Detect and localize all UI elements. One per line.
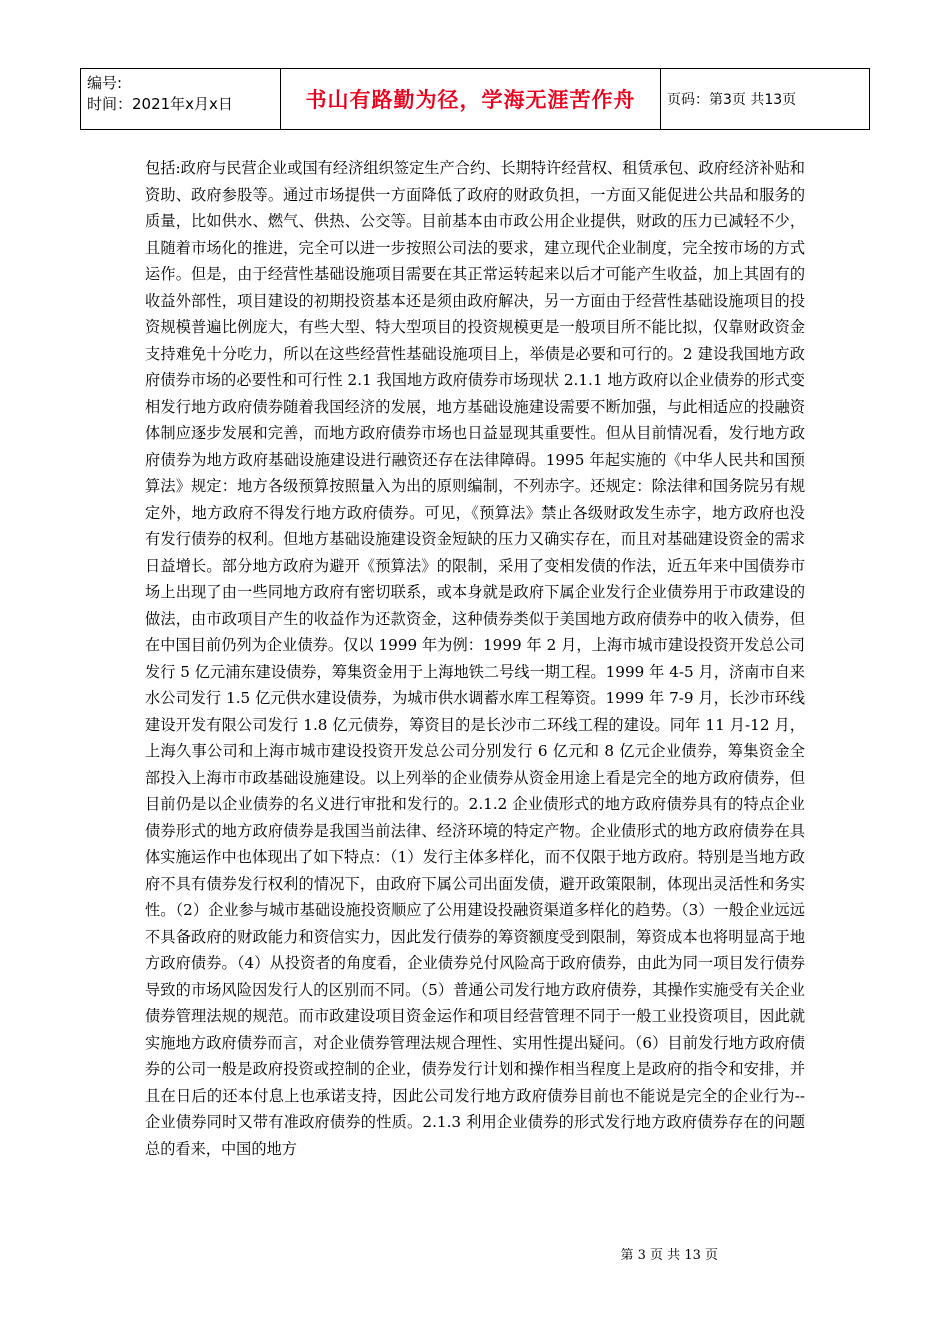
serial-number-label: 编号: xyxy=(87,74,123,92)
date-label: 时间：2021年x月x日 xyxy=(87,95,233,113)
body-paragraph: 包括:政府与民营企业或国有经济组织签定生产合约、长期特许经营权、租赁承包、政府经济补贴和资助、政府参股等。通过市场提供一方面降低了政府的财政负担，一方面又能促进公共品和服务的质量，比如供水、燃气、供热、公交等。目前基本由市政公用企业提供，财政的压力已减轻不少，且随着市场化的推进，完全可以进一步按照公司法的要求，建立现代企业制度，完全按市场的方式运作。但是，由于经营性基础设施项目需要在其正常运转起来以后才可能产生收益，加上其固有的收益外部性，项目建设的初期投资基本还是须由政府解决，另一方面由于经营性基础设施项目的投资规模普遍比例庞大，有些大型、特大型项目的投资规模更是一般项目所不能比拟，仅靠财政资金支持难免十分吃力，所以在这些经营性基础设施项目上，举债是必要和可行的。2 建设我国地方政府债券市场的必要性和可行性 2.1 我国地方政府债券市场现状 2.1.1 地方政府以企业债券的形式变相发行地方政府债券随着我国经济的发展，地方基础设施建设需要不断加强，与此相适应的投融资体制应逐步发展和完善，而地方政府债券市场也日益显现其重要性。但从目前情况看，发行地方政府债券为地方政府基础设施建设进行融资还存在法律障碍。1995 年起实施的《中华人民共和国预算法》规定：地方各级预算按照量入为出的原则编制，不列赤字。还规定：除法律和国务院另有规定外，地方政府不得发行地方政府债券。可见，《预算法》禁止各级财政发生赤字，地方政府也没有发行债券的权利。但地方基础设施建设资金短缺的压力又确实存在，而且对基础建设资金的需求日益增长。部分地方政府为避开《预算法》的限制，采用了变相发债的作法，近五年来中国债券市场上出现了由一些同地方政府有密切联系，或本身就是政府下属企业发行企业债券用于市政建设的做法，由市政项目产生的收益作为还款资金，这种债券类似于美国地方政府债券中的收入债券，但在中国目前仍列为企业债券。仅以 1999 年为例：1999 年 2 月，上海市城市建设投资开发总公司发行 5 亿元浦东建设债券，筹集资金用于上海地铁二号线一期工程。1999 年 4-5 月，济南市自来水公司发行 1.5 亿元供水建设债券，为城市供水调蓄水库工程筹资。1999 年 7-9 月，长沙市环线建设开发有限公司发行 1.8 亿元债券，筹资目的是长沙市二环线工程的建设。同年 11 月-12 月，上海久事公司和上海市城市建设投资开发总公司分别发行 6 亿元和 8 亿元企业债券，筹集资金全部投入上海市市政基础设施建设。以上列举的企业债券从资金用途上看是完全的地方政府债券，但目前仍是以企业债券的名义进行审批和发行的。2.1.2 企业债形式的地方政府债券具有的特点企业债券形式的地方政府债券是我国当前法律、经济环境的特定产物。企业债形式的地方政府债券在具体实施运作中也体现出了如下特点：（1）发行主体多样化，而不仅限于地方政府。特别是当地方政府不具有债券发行权利的情况下，由政府下属公司出面发债，避开政策限制，体现出灵活性和务实性。（2）企业参与城市基础设施投资顺应了公用建设投融资渠道多样化的趋势。（3）一般企业远远不具备政府的财政能力和资信实力，因此发行债券的筹资额度受到限制，筹资成本也将明显高于地方政府债券。（4）从投资者的角度看，企业债券兑付风险高于政府债券，由此为同一项目发行债券导致的市场风险因发行人的区别而不同。（5）普通公司发行地方政府债券，其操作实施受有关企业债券管理法规的规范。而市政建设项目资金运作和项目经营管理不同于一般工业投资项目，因此就实施地方政府债券而言，对企业债券管理法规合理性、实用性提出疑问。（6）目前发行地方政府债券的公司一般是政府投资或控制的企业，债券发行计划和操作相当程度上是政府的指令和安排，并且在日后的还本付息上也承诺支持，因此公司发行地方政府债券目前也不能说是完全的企业行为--企业债券同时又带有准政府债券的性质。2.1.3 利用企业债券的形式发行地方政府债券存在的问题总的看来，中国的地方 xyxy=(145,159,805,1158)
page-footer: 第 3 页 共 13 页 xyxy=(620,1248,718,1263)
header-page-info: 页码：第3页 共13页 xyxy=(667,92,797,108)
header-motto: 书山有路勤为径，学海无涯苦作舟 xyxy=(281,69,661,129)
header-table xyxy=(80,68,870,130)
header-meta xyxy=(81,69,281,129)
